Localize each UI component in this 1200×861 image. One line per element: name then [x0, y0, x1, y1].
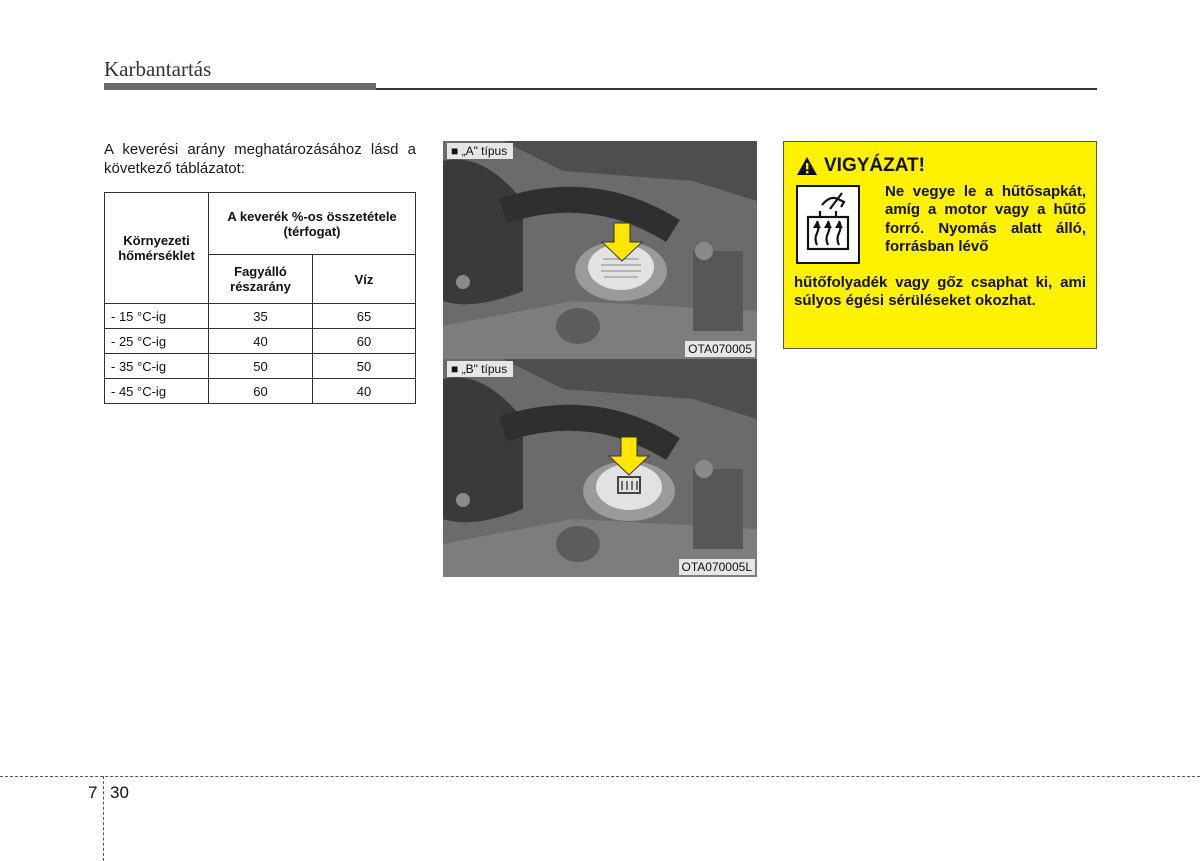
coolant-mix-table [104, 192, 416, 404]
footer-vertical-divider [103, 776, 104, 861]
table-row [105, 379, 416, 404]
warning-title: VIGYÁZAT! [824, 155, 925, 176]
col-header-mixture: A keverék %-os összetétele (térfogat) [209, 193, 416, 255]
cell-antifreeze: 35 [209, 304, 313, 329]
cell-antifreeze: 50 [209, 354, 313, 379]
table-row [105, 304, 416, 329]
table-row [105, 354, 416, 379]
cell-water: 50 [313, 354, 416, 379]
radiator-cap-photo-b [443, 359, 757, 577]
warning-text-beside-icon: Ne vegye le a hűtősapkát, amíg a motor vagy a hűtő forró. Nyomás alatt álló, forrásban lévő [885, 183, 1086, 255]
cell-antifreeze: 40 [209, 329, 313, 354]
figure-a-label: ■ „A" típus [447, 143, 513, 159]
footer-divider [0, 776, 1200, 777]
cell-water: 60 [313, 329, 416, 354]
figure-b-label: ■ „B" típus [447, 361, 513, 377]
figure-a-code: OTA070005 [685, 341, 755, 357]
page-number: 30 [110, 783, 129, 802]
col-header-temperature: Környezeti hőmérséklet [105, 193, 209, 304]
cell-water: 65 [313, 304, 416, 329]
col-header-water: Víz [313, 255, 416, 304]
cell-antifreeze: 60 [209, 379, 313, 404]
cell-temp: - 35 °C-ig [105, 354, 209, 379]
cell-temp: - 15 °C-ig [105, 304, 209, 329]
warning-text-below-icon: hűtőfolyadék vagy gőz csaphat ki, ami súlyos égési sérüléseket okozhat. [794, 274, 1086, 310]
chapter-number: 7 [88, 783, 98, 802]
table-row [105, 329, 416, 354]
warning-triangle-icon [796, 156, 818, 176]
intro-paragraph: A keverési arány meghatározásához lásd a következő táblázatot: [104, 141, 416, 177]
header-rule-thick [104, 83, 376, 90]
page-header-title: Karbantartás [104, 57, 212, 81]
cell-temp: - 25 °C-ig [105, 329, 209, 354]
cell-temp: - 45 °C-ig [105, 379, 209, 404]
cell-water: 40 [313, 379, 416, 404]
col-header-antifreeze: Fagyálló részarány [209, 255, 313, 304]
header-rule-thin [376, 88, 1097, 90]
figure-b-code: OTA070005L [679, 559, 756, 575]
radiator-cap-photo-a [443, 141, 757, 359]
warning-box [783, 141, 1097, 349]
hot-radiator-cap-icon [796, 185, 860, 264]
